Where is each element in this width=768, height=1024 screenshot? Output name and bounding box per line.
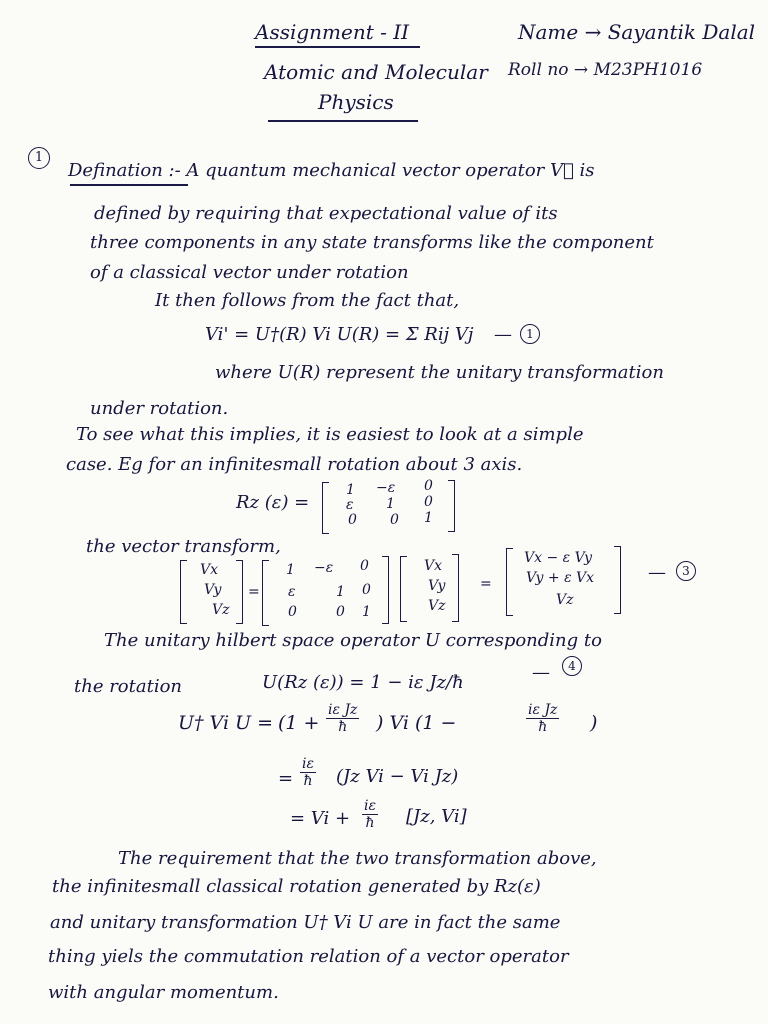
rz-cell: 0: [424, 478, 433, 494]
subject-line-1: Atomic and Molecular: [264, 60, 488, 84]
equation-5-lhs: U† Vi U =: [178, 712, 274, 734]
arrow-icon: →: [584, 20, 602, 44]
equation-7-fraction: [362, 798, 378, 831]
fraction-denominator: ħ: [338, 719, 348, 735]
question-number: 1: [28, 147, 50, 169]
equation-1-tag: 1: [520, 324, 540, 344]
rz-cell: 0: [348, 512, 357, 528]
equation-6-prefix: =: [278, 768, 294, 789]
text-line-15: and unitary transformation U† Vi U are in fact the same: [50, 912, 561, 933]
rz-label: Rz (ε) =: [236, 492, 310, 513]
vec-mid-cell: Vy: [428, 578, 446, 594]
rot-cell: 1: [362, 604, 371, 620]
rot-right-bracket: [382, 556, 389, 624]
equation-5-fraction-1: [326, 702, 359, 735]
vec-rhs-cell: Vx − ε Vy: [524, 550, 593, 566]
rz-cell: 1: [346, 482, 355, 498]
matrix-right-bracket: [448, 480, 455, 532]
vec-rhs-cell: Vz: [556, 592, 574, 608]
text-line-6: where U(R) represent the unitary transformation: [215, 362, 664, 383]
equation-5-part-b: ) Vi (1 −: [376, 712, 457, 734]
text-line-17: with angular momentum.: [48, 982, 279, 1003]
definition-underline: [70, 184, 188, 186]
vec-rhs-right-bracket: [614, 546, 621, 614]
vec-lhs-right-bracket: [236, 560, 243, 624]
rot-cell: 0: [360, 558, 369, 574]
rot-left-bracket: [262, 560, 269, 626]
text-line-8: To see what this implies, it is easiest to look at a simple: [76, 424, 584, 445]
rz-cell: 0: [390, 512, 399, 528]
rot-cell: −ε: [314, 560, 334, 576]
rz-cell: −ε: [376, 480, 396, 496]
rot-cell: 0: [362, 582, 371, 598]
equation-3-tag: 3: [676, 561, 696, 581]
fraction-numerator: iε Jz: [528, 702, 558, 718]
equation-6-fraction: [300, 756, 316, 789]
fraction-numerator: iε Jz: [328, 702, 358, 718]
rz-cell: ε: [346, 497, 354, 513]
rz-cell: 1: [386, 496, 395, 512]
matrix-left-bracket: [322, 482, 329, 534]
text-line-4: of a classical vector under rotation: [90, 262, 409, 283]
subject-underline: [268, 120, 418, 122]
text-line-10: the vector transform,: [86, 536, 281, 557]
fraction-denominator: ħ: [538, 719, 548, 735]
text-line-12: the rotation: [74, 676, 183, 697]
rot-cell: 0: [336, 604, 345, 620]
text-line-9: case. Eg for an infinitesmall rotation about 3 axis.: [66, 454, 523, 475]
rz-cell: 0: [424, 494, 433, 510]
rot-cell: 1: [336, 584, 345, 600]
equation-5-part-c: ): [590, 712, 598, 734]
text-line-1: Defination :- A quantum mechanical vector operator V⃗ is: [68, 160, 595, 181]
vec-lhs-cell: Vy: [204, 582, 222, 598]
name-line: [518, 20, 755, 44]
equation-1: Vi' = U†(R) Vi U(R) = Σ Rij Vj: [205, 324, 474, 345]
rot-cell: ε: [288, 584, 296, 600]
text-line-13: The requirement that the two transformation above,: [118, 848, 597, 869]
equation-6-rest: (Jz Vi − Vi Jz): [336, 766, 459, 787]
vec-lhs-cell: Vz: [212, 602, 230, 618]
equation-5-part-a: (1 +: [278, 712, 320, 734]
dash: —: [648, 562, 666, 583]
name-value: Sayantik Dalal: [607, 20, 756, 44]
rz-cell: 1: [424, 510, 433, 526]
title-underline: [255, 46, 420, 48]
vec-lhs-left-bracket: [180, 560, 187, 624]
text-line-16: thing yiels the commutation relation of a vector operator: [48, 946, 569, 967]
rot-cell: 0: [288, 604, 297, 620]
vec-rhs-left-bracket: [506, 548, 513, 616]
equation-7-rest: [Jz, Vi]: [406, 806, 467, 827]
equals-sign: =: [248, 584, 260, 600]
vec-mid-right-bracket: [452, 554, 459, 622]
roll-line: [508, 60, 702, 80]
text-line-14: the infinitesmall classical rotation generated by Rz(ε): [52, 876, 541, 897]
text-line-2: defined by requiring that expectational value of its: [94, 203, 558, 224]
name-label: Name: [518, 20, 579, 44]
equation-7-prefix: = Vi +: [290, 808, 351, 829]
vec-mid-cell: Vz: [428, 598, 446, 614]
fraction-numerator: iε: [302, 756, 314, 772]
vec-rhs-cell: Vy + ε Vx: [526, 570, 595, 586]
equation-4-tag: 4: [562, 656, 582, 676]
dash: —: [494, 324, 512, 345]
rot-cell: 1: [286, 562, 295, 578]
roll-value: M23PH1016: [593, 60, 703, 80]
fraction-numerator: iε: [364, 798, 376, 814]
fraction-denominator: ħ: [303, 773, 313, 789]
vec-mid-cell: Vx: [424, 558, 443, 574]
arrow-icon: →: [573, 60, 589, 80]
text-line-7: under rotation.: [90, 398, 229, 419]
text-line-3: three components in any state transforms like the component: [90, 232, 654, 253]
text-line-11: The unitary hilbert space operator U corresponding to: [104, 630, 602, 651]
equation-5-fraction-2: [526, 702, 559, 735]
assignment-title: Assignment - II: [255, 20, 410, 44]
equation-4: U(Rz (ε)) = 1 − iε Jz/ħ: [262, 672, 464, 693]
text-line-5: It then follows from the fact that,: [155, 290, 460, 311]
equals-sign: =: [480, 576, 492, 592]
vec-mid-left-bracket: [400, 556, 407, 622]
vec-lhs-cell: Vx: [200, 562, 219, 578]
fraction-denominator: ħ: [365, 815, 375, 831]
roll-label: Roll no: [508, 60, 569, 80]
subject-line-2: Physics: [318, 90, 394, 114]
dash: —: [532, 662, 550, 683]
